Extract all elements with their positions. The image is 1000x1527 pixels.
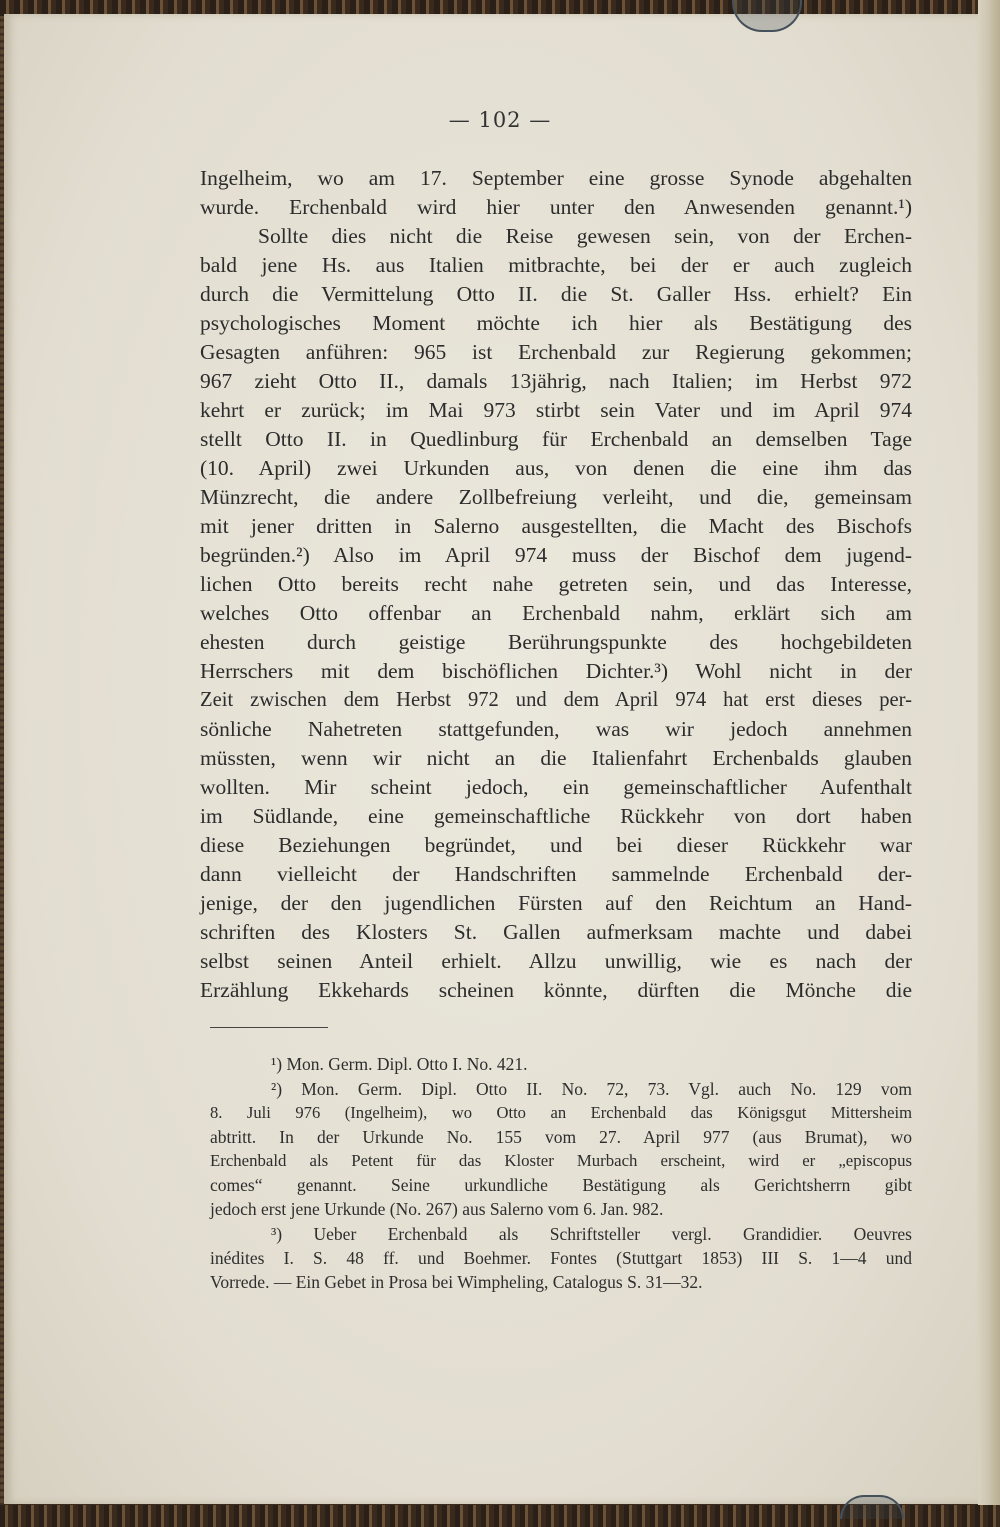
footnote-line: ³) Ueber Erchenbald als Schriftsteller vergl. Grandidier. Oeuvres: [271, 1224, 912, 1244]
body-line: 967 zieht Otto II., damals 13jährig, nach Italien; im Herbst 972: [200, 369, 912, 393]
footnote-line: 8. Juli 976 (Ingelheim), wo Otto an Erchenbald das Königsgut Mittersheim: [210, 1103, 912, 1122]
body-line: jenige, der den jugendlichen Fürsten auf den Reichtum an Hand-: [200, 891, 912, 915]
body-line: lichen Otto bereits recht nahe getreten sein, und das Interesse,: [200, 572, 912, 596]
body-line: im Südlande, eine gemeinschaftliche Rückkehr von dort haben: [200, 804, 912, 828]
body-line: (10. April) zwei Urkunden aus, von denen die eine ihm das: [200, 456, 912, 480]
footnote-line: inédites I. S. 48 ff. und Boehmer. Fontes (Stuttgart 1853) III S. 1—4 und: [210, 1248, 912, 1268]
footnote-line: abtritt. In der Urkunde No. 155 vom 27. April 977 (aus Brumat), wo: [210, 1127, 912, 1147]
footnote-separator: [210, 1027, 328, 1028]
body-line: welches Otto offenbar an Erchenbald nahm, erklärt sich am: [200, 601, 912, 625]
body-line: wurde. Erchenbald wird hier unter den Anwesenden genannt.¹): [200, 195, 912, 219]
body-line: durch die Vermittelung Otto II. die St. Galler Hss. erhielt? Ein: [200, 282, 912, 306]
body-line: begründen.²) Also im April 974 muss der Bischof dem jugend-: [200, 543, 912, 567]
body-line: dann vielleicht der Handschriften sammelnde Erchenbald der-: [200, 862, 912, 886]
body-line: kehrt er zurück; im Mai 973 stirbt sein Vater und im April 974: [200, 398, 912, 422]
footnote-line: ²) Mon. Germ. Dipl. Otto II. No. 72, 73. Vgl. auch No. 129 vom: [271, 1079, 912, 1099]
body-line: Zeit zwischen dem Herbst 972 und dem April 974 hat erst dieses per-: [200, 689, 912, 711]
body-line: schriften des Klosters St. Gallen aufmerksam machte und dabei: [200, 920, 912, 944]
footnote-line: Vorrede. — Ein Gebet in Prosa bei Wimpheling, Catalogus S. 31—32.: [210, 1272, 703, 1292]
body-line: stellt Otto II. in Quedlinburg für Erchenbald an demselben Tage: [200, 427, 912, 451]
body-line: Erzählung Ekkehards scheinen könnte, dürften die Mönche die: [200, 978, 912, 1002]
body-line: selbst seinen Anteil erhielt. Allzu unwillig, wie es nach der: [200, 949, 912, 973]
page-stack-edge: [978, 0, 1000, 1527]
body-line: Ingelheim, wo am 17. September eine grosse Synode abgehalten: [200, 166, 912, 190]
body-line: Gesagten anführen: 965 ist Erchenbald zur Regierung gekommen;: [200, 340, 912, 364]
body-line: ehesten durch geistige Berührungspunkte des hochgebildeten: [200, 630, 912, 654]
body-line: bald jene Hs. aus Italien mitbrachte, bei der er auch zugleich: [200, 253, 912, 277]
page-number: — 102 —: [448, 108, 552, 132]
body-line: Münzrecht, die andere Zollbefreiung verleiht, und die, gemeinsam: [200, 485, 912, 509]
footnote-line: comes“ genannt. Seine urkundliche Bestätigung als Gerichtsherrn gibt: [210, 1175, 912, 1195]
body-line: müssten, wenn wir nicht an die Italienfahrt Erchenbalds glauben: [200, 746, 912, 770]
body-line: Herrschers mit dem bischöflichen Dichter.³) Wohl nicht in der: [200, 659, 912, 683]
footnote-line: ¹) Mon. Germ. Dipl. Otto I. No. 421.: [271, 1054, 528, 1074]
body-line: mit jener dritten in Salerno ausgestellten, die Macht des Bischofs: [200, 514, 912, 538]
footnote-line: Erchenbald als Petent für das Kloster Murbach erscheint, wird er „episcopus: [210, 1151, 912, 1170]
body-line: Sollte dies nicht die Reise gewesen sein, von der Erchen-: [258, 224, 912, 248]
body-line: psychologisches Moment möchte ich hier als Bestätigung des: [200, 311, 912, 335]
footnote-line: jedoch erst jene Urkunde (No. 267) aus Salerno vom 6. Jan. 982.: [210, 1199, 664, 1219]
body-line: wollten. Mir scheint jedoch, ein gemeinschaftlicher Aufenthalt: [200, 775, 912, 799]
body-line: diese Beziehungen begründet, und bei dieser Rückkehr war: [200, 833, 912, 857]
body-line: sönliche Nahetreten stattgefunden, was wir jedoch annehmen: [200, 717, 912, 741]
